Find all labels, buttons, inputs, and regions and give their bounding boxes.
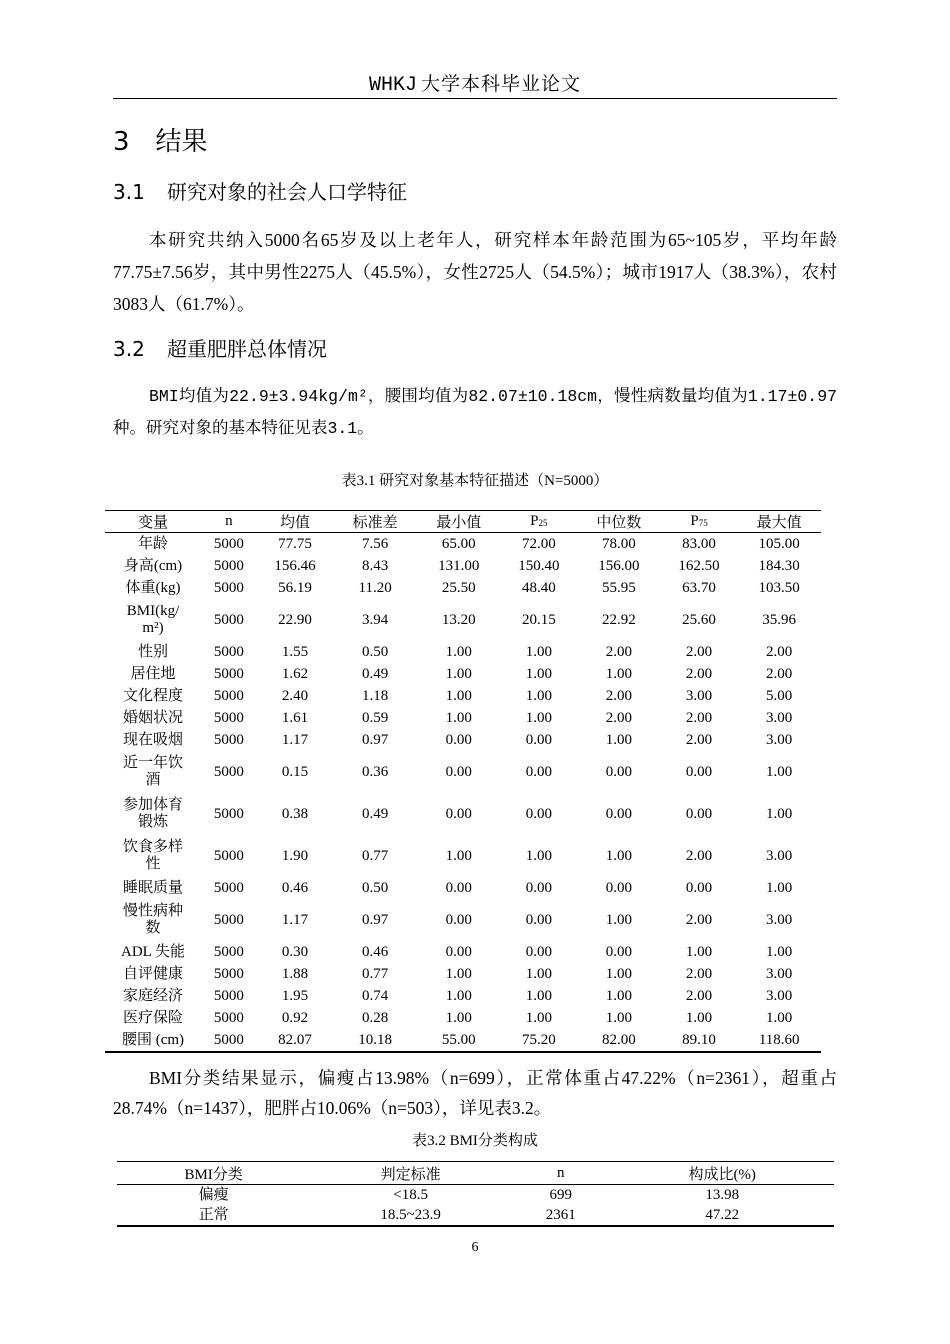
variable-name-cell: 腰围 (cm) bbox=[121, 1031, 185, 1048]
value-cell: 0.74 bbox=[362, 987, 389, 1004]
value-cell: 3.00 bbox=[766, 965, 793, 982]
value-cell: 0.49 bbox=[362, 665, 389, 682]
variable-name-cell: 现在吸烟 bbox=[122, 731, 183, 748]
value-cell: 1.95 bbox=[281, 987, 309, 1004]
value-cell: 2.00 bbox=[685, 847, 713, 864]
value-cell: 131.00 bbox=[438, 557, 480, 574]
table-row bbox=[105, 533, 821, 556]
value-cell: 1.00 bbox=[605, 731, 633, 748]
value-cell: 0.00 bbox=[685, 763, 713, 780]
value-cell: 0.00 bbox=[445, 943, 472, 960]
variable-name-cell: 近一年饮 酒 bbox=[122, 755, 183, 788]
value-cell: 118.60 bbox=[758, 1031, 800, 1048]
value-cell: 1.00 bbox=[445, 847, 472, 864]
value-cell: 2.00 bbox=[685, 709, 713, 726]
table1-header-row bbox=[105, 511, 821, 533]
value-cell: 0.00 bbox=[525, 911, 552, 928]
table-row bbox=[105, 963, 821, 985]
value-cell: 5000 bbox=[213, 687, 244, 704]
value-cell: 5000 bbox=[213, 643, 244, 660]
value-cell: 5000 bbox=[213, 611, 244, 628]
value-cell: 0.59 bbox=[362, 709, 389, 726]
paragraph-bmi-summary: BMI均值为22.9±3.94kg/m²，腰围均值为82.07±10.18cm，慢性病数量均值为1.17±0.97种。研究对象的基本特征见表3.1。 bbox=[113, 387, 837, 438]
variable-name-cell: 饮食多样 性 bbox=[122, 839, 183, 872]
value-cell: 8.43 bbox=[362, 557, 389, 574]
value-cell: 72.00 bbox=[521, 535, 556, 552]
value-cell: 5000 bbox=[213, 805, 244, 822]
value-cell: 55.00 bbox=[441, 1031, 476, 1048]
percentile-subscript: 25 bbox=[538, 518, 548, 528]
table-row bbox=[105, 793, 821, 835]
value-cell: 2.00 bbox=[685, 965, 713, 982]
variable-name-cell: ADL 失能 bbox=[120, 943, 186, 960]
table2-header-row bbox=[117, 1162, 834, 1185]
value-cell: 10.18 bbox=[358, 1031, 392, 1048]
value-cell: 0.97 bbox=[362, 911, 389, 928]
table-row bbox=[105, 899, 821, 941]
value-cell: 55.95 bbox=[602, 579, 636, 596]
variable-name-cell: 医疗保险 bbox=[122, 1009, 183, 1026]
variable-name-cell: 参加体育 锻炼 bbox=[122, 797, 183, 830]
value-cell: 5000 bbox=[213, 709, 244, 726]
paragraph-demographics: 本研究共纳入5000名65岁及以上老年人，研究样本年龄范围为65~105岁，平均年龄77.75±7.56岁，其中男性2275人（45.5%），女性2725人（54.5%）；城市1917人（38.3%），农村3083人（61.7%）。 bbox=[113, 230, 837, 314]
paragraph-bmi-classification: BMI分类结果显示，偏瘦占13.98%（n=699），正常体重占47.22%（n=2361），超重占28.74%（n=1437），肥胖占10.06%（n=503），详见表3.2。 bbox=[113, 1068, 837, 1118]
value-cell: 1.00 bbox=[445, 987, 472, 1004]
value-cell: 25.50 bbox=[441, 579, 476, 596]
percentile-subscript: 75 bbox=[698, 518, 708, 528]
value-cell: 5000 bbox=[213, 1009, 244, 1026]
table2-cell: <18.5 bbox=[393, 1187, 428, 1203]
table2-cell: 2361 bbox=[545, 1207, 576, 1223]
value-cell: 156.00 bbox=[598, 557, 640, 574]
value-cell: 0.00 bbox=[525, 731, 552, 748]
value-cell: 1.00 bbox=[525, 665, 552, 682]
value-cell: 35.96 bbox=[762, 611, 797, 628]
value-cell: 1.00 bbox=[605, 665, 633, 682]
table2-header-cell: 构成比(%) bbox=[610, 1162, 834, 1185]
table1-header-cell bbox=[417, 511, 501, 533]
value-cell: 2.00 bbox=[685, 987, 713, 1004]
value-cell: 0.00 bbox=[525, 879, 552, 896]
value-cell: 1.00 bbox=[445, 965, 472, 982]
subsection-title: 超重肥胖总体情况 bbox=[167, 337, 327, 361]
value-cell: 1.61 bbox=[281, 709, 309, 726]
value-cell: 150.40 bbox=[518, 557, 560, 574]
value-cell: 2.00 bbox=[766, 643, 793, 660]
table-row bbox=[105, 751, 821, 793]
value-cell: 5.00 bbox=[766, 687, 793, 704]
table-basic-characteristics bbox=[105, 510, 821, 1053]
variable-name-cell: 年龄 bbox=[137, 535, 168, 552]
value-cell: 1.00 bbox=[605, 847, 633, 864]
value-cell: 5000 bbox=[213, 911, 244, 928]
subsection-number: 3.1 bbox=[113, 180, 145, 204]
value-cell: 0.00 bbox=[525, 763, 552, 780]
table-row bbox=[105, 941, 821, 963]
header-text: 变量 bbox=[137, 515, 168, 531]
header-text: 均值 bbox=[280, 515, 311, 531]
subsection-heading-3-1 bbox=[113, 176, 407, 205]
value-cell: 1.88 bbox=[281, 965, 309, 982]
value-cell: 1.55 bbox=[281, 643, 309, 660]
value-cell: 2.00 bbox=[685, 643, 713, 660]
value-cell: 2.00 bbox=[605, 643, 633, 660]
value-cell: 1.00 bbox=[525, 965, 552, 982]
table-row bbox=[105, 729, 821, 751]
table-row bbox=[105, 641, 821, 663]
value-cell: 105.00 bbox=[758, 535, 800, 552]
table1-header-cell bbox=[201, 511, 257, 533]
table2-caption: 表3.2 BMI分类构成 bbox=[412, 1133, 538, 1149]
table2-header-cell: n bbox=[511, 1162, 610, 1185]
variable-name-cell: 身高(cm) bbox=[123, 557, 183, 574]
value-cell: 1.00 bbox=[605, 987, 633, 1004]
value-cell: 0.00 bbox=[605, 763, 633, 780]
table1-header-cell bbox=[105, 511, 201, 533]
section-title: 结果 bbox=[155, 127, 208, 157]
value-cell: 82.00 bbox=[602, 1031, 636, 1048]
variable-name-cell: 体重(kg) bbox=[125, 579, 181, 596]
table-row bbox=[105, 663, 821, 685]
value-cell: 1.00 bbox=[766, 805, 793, 822]
header-text: P bbox=[530, 513, 539, 529]
table2-cell: 699 bbox=[549, 1187, 572, 1203]
value-cell: 1.00 bbox=[445, 665, 472, 682]
value-cell: 184.30 bbox=[758, 557, 800, 574]
value-cell: 2.00 bbox=[685, 911, 713, 928]
subsection-heading-3-2 bbox=[113, 333, 327, 362]
value-cell: 3.00 bbox=[766, 731, 793, 748]
value-cell: 2.40 bbox=[281, 687, 309, 704]
value-cell: 3.94 bbox=[362, 611, 389, 628]
value-cell: 0.50 bbox=[362, 643, 389, 660]
table-row bbox=[105, 685, 821, 707]
table1-header-cell bbox=[577, 511, 661, 533]
value-cell: 1.17 bbox=[281, 731, 309, 748]
value-cell: 103.50 bbox=[758, 579, 800, 596]
value-cell: 2.00 bbox=[605, 687, 633, 704]
header-text: P bbox=[690, 513, 699, 529]
table-row bbox=[105, 877, 821, 899]
value-cell: 3.00 bbox=[685, 687, 713, 704]
variable-name-cell: 居住地 bbox=[130, 665, 176, 682]
value-cell: 1.00 bbox=[445, 1009, 472, 1026]
value-cell: 75.20 bbox=[521, 1031, 556, 1048]
table2-cell: 正常 bbox=[198, 1207, 229, 1223]
value-cell: 0.38 bbox=[281, 805, 309, 822]
value-cell: 0.00 bbox=[685, 879, 713, 896]
section-heading bbox=[113, 121, 208, 158]
value-cell: 5000 bbox=[213, 1031, 244, 1048]
value-cell: 1.00 bbox=[766, 943, 793, 960]
value-cell: 7.56 bbox=[362, 535, 389, 552]
value-cell: 5000 bbox=[213, 665, 244, 682]
value-cell: 13.20 bbox=[441, 611, 476, 628]
value-cell: 1.90 bbox=[281, 847, 309, 864]
value-cell: 0.30 bbox=[281, 943, 309, 960]
value-cell: 162.50 bbox=[678, 557, 720, 574]
value-cell: 1.00 bbox=[685, 1009, 713, 1026]
value-cell: 0.46 bbox=[362, 943, 389, 960]
subsection-number: 3.2 bbox=[113, 337, 145, 361]
value-cell: 0.77 bbox=[362, 965, 389, 982]
table-row bbox=[117, 1205, 834, 1226]
table-row bbox=[105, 707, 821, 729]
value-cell: 5000 bbox=[213, 879, 244, 896]
value-cell: 3.00 bbox=[766, 911, 793, 928]
table-row bbox=[105, 577, 821, 599]
value-cell: 5000 bbox=[213, 535, 244, 552]
value-cell: 11.20 bbox=[358, 579, 392, 596]
value-cell: 0.00 bbox=[445, 911, 472, 928]
table1-header-cell bbox=[501, 511, 578, 533]
page-header bbox=[113, 70, 837, 99]
value-cell: 0.49 bbox=[362, 805, 389, 822]
value-cell: 1.18 bbox=[362, 687, 389, 704]
header-title: 大学本科毕业论文 bbox=[421, 73, 582, 95]
value-cell: 1.00 bbox=[445, 709, 472, 726]
value-cell: 3.00 bbox=[766, 709, 793, 726]
table-row bbox=[105, 835, 821, 877]
value-cell: 0.77 bbox=[362, 847, 389, 864]
value-cell: 1.00 bbox=[605, 911, 633, 928]
header-text: n bbox=[225, 513, 233, 529]
variable-name-cell: 婚姻状况 bbox=[122, 709, 183, 726]
table-bmi-classification bbox=[117, 1161, 834, 1227]
table2-header-cell: 判定标准 bbox=[310, 1162, 511, 1185]
table1-header-cell bbox=[661, 511, 738, 533]
value-cell: 0.36 bbox=[362, 763, 389, 780]
value-cell: 0.00 bbox=[605, 805, 633, 822]
header-text: 中位数 bbox=[596, 515, 642, 531]
table-row bbox=[105, 555, 821, 577]
value-cell: 0.97 bbox=[362, 731, 389, 748]
variable-name-cell: BMI(kg/ m²) bbox=[126, 603, 180, 636]
value-cell: 1.00 bbox=[605, 1009, 633, 1026]
value-cell: 2.00 bbox=[605, 709, 633, 726]
value-cell: 1.00 bbox=[525, 687, 552, 704]
value-cell: 0.50 bbox=[362, 879, 389, 896]
table-row bbox=[105, 599, 821, 641]
value-cell: 1.62 bbox=[281, 665, 309, 682]
value-cell: 25.60 bbox=[682, 611, 716, 628]
value-cell: 0.15 bbox=[281, 763, 309, 780]
table1-header-cell bbox=[737, 511, 821, 533]
variable-name-cell: 性别 bbox=[137, 643, 168, 660]
value-cell: 1.00 bbox=[766, 879, 793, 896]
value-cell: 0.92 bbox=[281, 1009, 309, 1026]
subsection-title: 研究对象的社会人口学特征 bbox=[167, 180, 407, 204]
value-cell: 77.75 bbox=[278, 535, 312, 552]
value-cell: 89.10 bbox=[682, 1031, 716, 1048]
value-cell: 156.46 bbox=[274, 557, 316, 574]
value-cell: 2.00 bbox=[685, 731, 713, 748]
value-cell: 2.00 bbox=[685, 665, 713, 682]
value-cell: 0.00 bbox=[685, 805, 713, 822]
value-cell: 3.00 bbox=[766, 987, 793, 1004]
value-cell: 82.07 bbox=[278, 1031, 312, 1048]
value-cell: 65.00 bbox=[441, 535, 476, 552]
table-row bbox=[105, 1029, 821, 1052]
value-cell: 1.00 bbox=[766, 763, 793, 780]
header-text: 最大值 bbox=[756, 515, 802, 531]
header-latin: WHKJ bbox=[368, 74, 417, 97]
table1-header-cell bbox=[333, 511, 417, 533]
value-cell: 22.90 bbox=[278, 611, 312, 628]
table1-header-cell bbox=[257, 511, 334, 533]
value-cell: 1.00 bbox=[525, 987, 552, 1004]
value-cell: 78.00 bbox=[602, 535, 636, 552]
value-cell: 0.00 bbox=[445, 805, 472, 822]
value-cell: 0.46 bbox=[281, 879, 309, 896]
value-cell: 5000 bbox=[213, 847, 244, 864]
value-cell: 0.00 bbox=[525, 805, 552, 822]
value-cell: 0.00 bbox=[605, 879, 633, 896]
variable-name-cell: 自评健康 bbox=[122, 965, 183, 982]
value-cell: 1.00 bbox=[445, 643, 472, 660]
table-row bbox=[105, 985, 821, 1007]
value-cell: 0.00 bbox=[525, 943, 552, 960]
table-row bbox=[117, 1185, 834, 1206]
table1-caption: 表3.1 研究对象基本特征描述（N=5000） bbox=[341, 473, 609, 489]
value-cell: 1.00 bbox=[525, 709, 552, 726]
value-cell: 5000 bbox=[213, 965, 244, 982]
value-cell: 0.00 bbox=[445, 879, 472, 896]
value-cell: 1.00 bbox=[685, 943, 713, 960]
table-row bbox=[105, 1007, 821, 1029]
value-cell: 0.28 bbox=[362, 1009, 389, 1026]
value-cell: 5000 bbox=[213, 987, 244, 1004]
value-cell: 48.40 bbox=[521, 579, 556, 596]
value-cell: 5000 bbox=[213, 943, 244, 960]
value-cell: 5000 bbox=[213, 579, 244, 596]
variable-name-cell: 家庭经济 bbox=[122, 987, 183, 1004]
value-cell: 1.00 bbox=[525, 1009, 552, 1026]
table2-cell: 偏瘦 bbox=[198, 1187, 229, 1203]
value-cell: 1.00 bbox=[445, 687, 472, 704]
value-cell: 0.00 bbox=[605, 943, 633, 960]
variable-name-cell: 慢性病种 数 bbox=[122, 903, 183, 936]
table2-cell: 47.22 bbox=[705, 1207, 740, 1223]
value-cell: 0.00 bbox=[445, 763, 472, 780]
section-number: 3 bbox=[113, 127, 130, 157]
value-cell: 5000 bbox=[213, 731, 244, 748]
variable-name-cell: 文化程度 bbox=[122, 687, 183, 704]
value-cell: 1.00 bbox=[766, 1009, 793, 1026]
table2-cell: 13.98 bbox=[705, 1187, 740, 1203]
value-cell: 2.00 bbox=[766, 665, 793, 682]
value-cell: 5000 bbox=[213, 763, 244, 780]
header-text: 标准差 bbox=[352, 515, 398, 531]
page-number: 6 bbox=[471, 1240, 479, 1255]
table2-header-cell: BMI分类 bbox=[117, 1162, 310, 1185]
value-cell: 1.00 bbox=[525, 643, 552, 660]
value-cell: 56.19 bbox=[278, 579, 312, 596]
value-cell: 1.17 bbox=[281, 911, 309, 928]
value-cell: 1.00 bbox=[525, 847, 552, 864]
header-text: 最小值 bbox=[436, 515, 482, 531]
value-cell: 83.00 bbox=[682, 535, 716, 552]
value-cell: 1.00 bbox=[605, 965, 633, 982]
value-cell: 63.70 bbox=[682, 579, 716, 596]
value-cell: 5000 bbox=[213, 557, 244, 574]
value-cell: 20.15 bbox=[521, 611, 556, 628]
value-cell: 0.00 bbox=[445, 731, 472, 748]
value-cell: 3.00 bbox=[766, 847, 793, 864]
variable-name-cell: 睡眠质量 bbox=[122, 879, 183, 896]
value-cell: 22.92 bbox=[602, 611, 636, 628]
table2-cell: 18.5~23.9 bbox=[380, 1207, 441, 1223]
